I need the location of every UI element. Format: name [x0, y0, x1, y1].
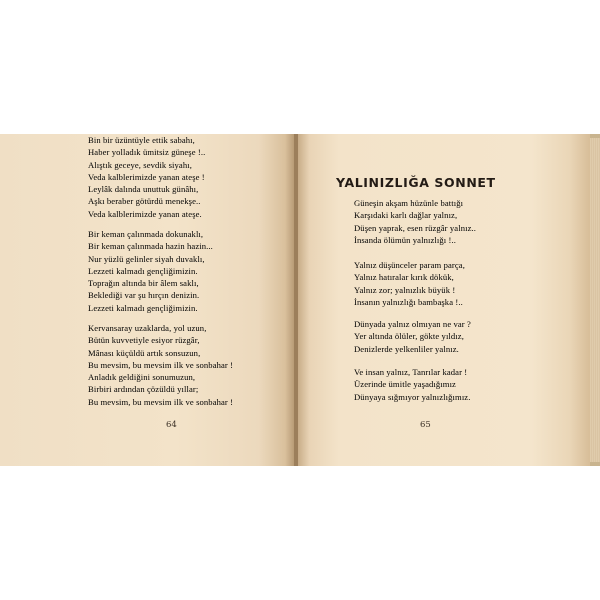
- left-page-number: 64: [166, 420, 177, 430]
- page-edges: [590, 138, 600, 462]
- poem-line: Bin bir üzüntüyle ettik sabahı,: [88, 135, 195, 145]
- poem-line: Bir keman çalınmada hazin hazin...: [88, 241, 213, 252]
- poem-line: Bir keman çalınmada dokunaklı,: [88, 229, 204, 239]
- poem-line: Bütün kuvvetiyle esiyor rüzgâr,: [88, 335, 200, 346]
- poem-line: Güneşin akşam hüzünle battığı: [354, 198, 464, 208]
- right-stanza-2: [354, 259, 465, 308]
- poem-line: Birbiri ardından çözüldü yıllar;: [88, 384, 199, 395]
- poem-line: Dünyada yalnız olmıyan ne var ?: [354, 319, 471, 329]
- poem-line: Leylâk dalında unuttuk günâhı,: [88, 184, 199, 195]
- poem-line: Düşen yaprak, esen rüzgâr yalnız..: [354, 222, 476, 233]
- poem-line: Lezzeti kalmadı gençliğimizin.: [88, 265, 198, 276]
- poem-line: Kervansaray uzaklarda, yol uzun,: [88, 323, 207, 333]
- poem-line: Aşkı beraber götürdü menekşe..: [88, 196, 201, 207]
- poem-line: Bu mevsim, bu mevsim ilk ve sonbahar !: [88, 359, 234, 370]
- poem-line: Toprağın altında bir âlem saklı,: [88, 278, 199, 289]
- poem-line: Mânası küçüldü artık sonsuzun,: [88, 347, 201, 358]
- poem-line: Veda kalblerimizde yanan ateşe !: [88, 171, 205, 182]
- left-stanza-3: [88, 322, 233, 408]
- poem-line: Yer altında ölüler, gökte yıldız,: [354, 331, 464, 342]
- poem-line: Alıştık geceye, sevdik siyahı,: [88, 159, 192, 170]
- right-stanza-4: [354, 366, 470, 403]
- poem-line: Veda kalblerimizde yanan ateşe.: [88, 208, 202, 219]
- poem-line: Nur yüzlü gelinler siyah duvaklı,: [88, 253, 205, 264]
- poem-title: YALINIZLIĞA SONNET: [336, 175, 496, 190]
- right-stanza-1: [354, 197, 476, 246]
- poem-line: Yalnız hatıralar kırık dökük,: [354, 272, 454, 283]
- poem-line: Yalnız düşünceler param parça,: [354, 260, 465, 270]
- poem-line: Lezzeti kalmadı gençliğimizin.: [88, 302, 198, 313]
- right-stanza-3: [354, 318, 471, 355]
- poem-line: Beklediği var şu hırçın denizin.: [88, 290, 200, 301]
- poem-line: Üzerinde ümitle yaşadığımız: [354, 379, 456, 390]
- left-stanza-2: [88, 228, 213, 314]
- right-page-number: 65: [420, 420, 431, 430]
- poem-line: Ve insan yalnız, Tanrılar kadar !: [354, 367, 468, 377]
- left-stanza-1: [88, 134, 205, 220]
- poem-line: Karşıdaki karlı dağlar yalnız,: [354, 210, 458, 221]
- poem-line: İnsanda ölümün yalnızlığı !..: [354, 234, 456, 245]
- poem-line: Anladık geldiğini sonumuzun,: [88, 372, 196, 383]
- poem-line: Denizlerde yelkenliler yalnız.: [354, 343, 459, 354]
- poem-line: Bu mevsim, bu mevsim ilk ve sonbahar !: [88, 396, 234, 407]
- poem-line: Haber yolladık ümitsiz güneşe !..: [88, 147, 206, 158]
- poem-line: Dünyaya sığmıyor yalnızlığımız.: [354, 391, 471, 402]
- poem-line: Yalnız zor; yalnızlık büyük !: [354, 284, 456, 295]
- poem-line: İnsanın yalnızlığı bambaşka !..: [354, 296, 463, 307]
